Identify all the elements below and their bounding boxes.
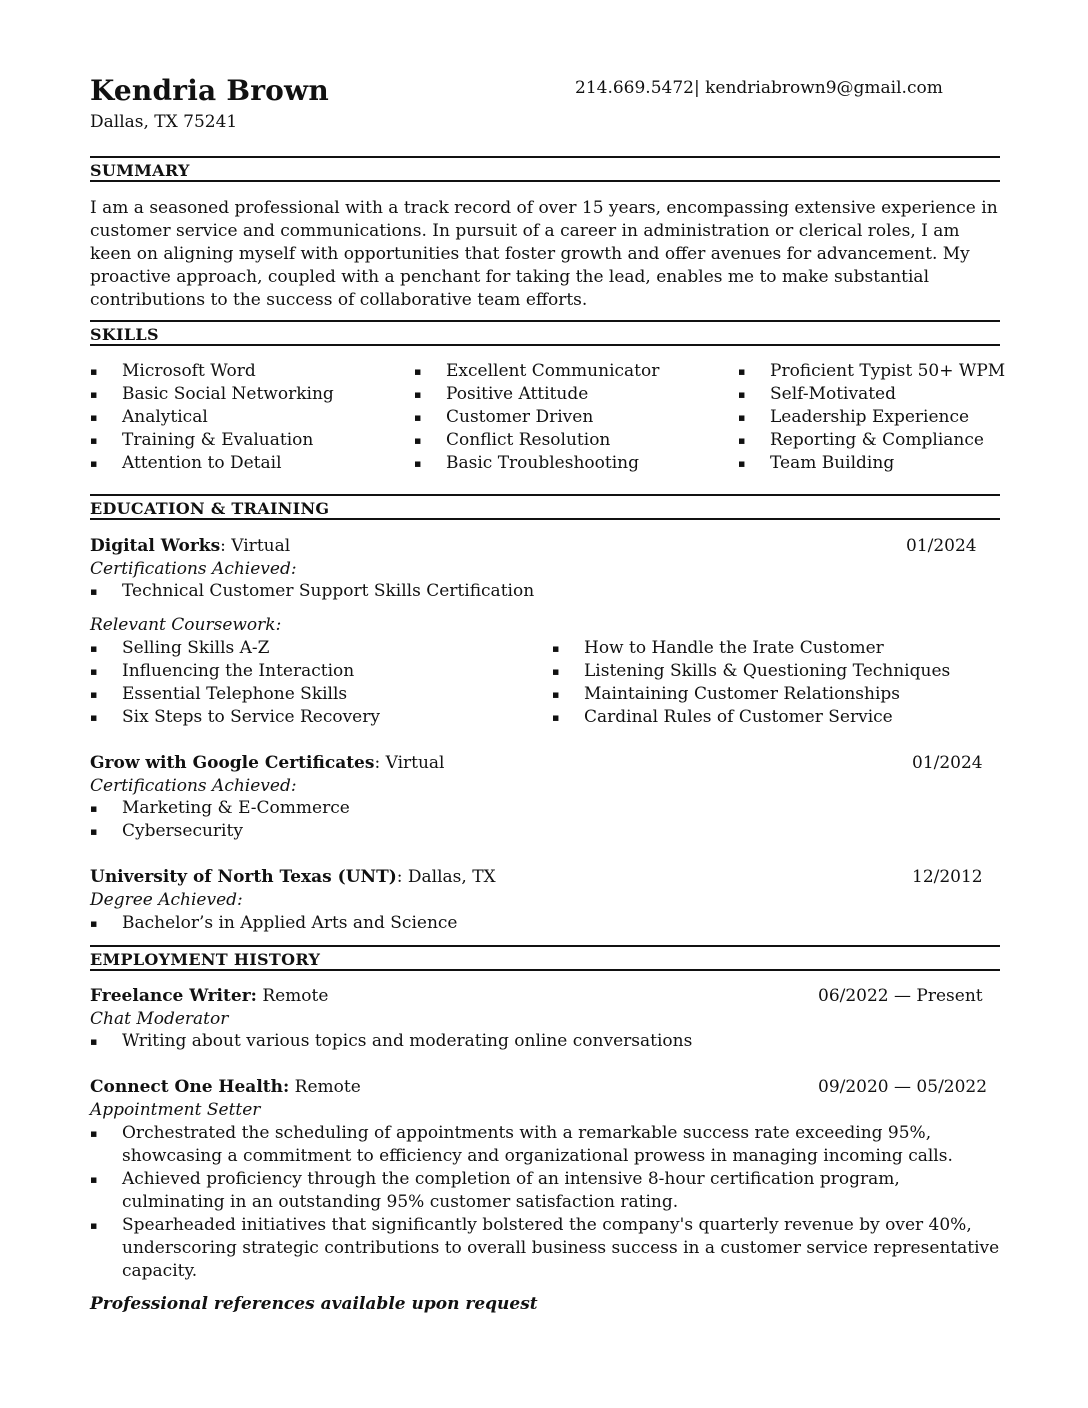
skills-heading (90, 320, 1000, 346)
summary-heading-text: SUMMARY (90, 161, 190, 180)
bullet-icon: ▪ (552, 711, 560, 724)
bullet-icon: ▪ (90, 411, 98, 424)
skills-heading-text: SKILLS (90, 325, 159, 344)
education-entry-label: Certifications Achieved: (90, 776, 297, 796)
job-position: Appointment Setter (90, 1100, 261, 1120)
bullet-icon: ▪ (738, 411, 746, 424)
education-entry-title: University of North Texas (UNT): Dallas, TX (90, 867, 496, 887)
education-entry-date: 01/2024 (906, 536, 977, 556)
summary-paragraph: I am a seasoned professional with a track record of over 15 years, encompassing extensive experience in customer service and communications. In pursuit of a career in administration or clerical roles, I am keen on aligning myself with opportunities that foster growth and offer avenues for advancement. My proactive approach, coupled with a penchant for taking the lead, enables me to make substantial contributions to the success of collaborative team efforts. (90, 198, 998, 310)
education-entry-label: Certifications Achieved: (90, 559, 297, 579)
education-entry-date: 12/2012 (912, 867, 983, 887)
bullet-icon: ▪ (90, 388, 98, 401)
bullet-icon: ▪ (90, 688, 98, 701)
candidate-name: Kendria Brown (90, 74, 329, 107)
bullet-icon: ▪ (90, 1173, 98, 1186)
job-title-line: Freelance Writer: Remote (90, 986, 329, 1006)
bullet-icon: ▪ (738, 365, 746, 378)
bullet-icon: ▪ (90, 1035, 98, 1048)
employment-heading (90, 945, 1000, 971)
bullet-icon: ▪ (90, 917, 98, 930)
candidate-location: Dallas, TX 75241 (90, 112, 238, 132)
bullet-icon: ▪ (552, 642, 560, 655)
contact-info: 214.669.5472| kendriabrown9@gmail.com (575, 78, 943, 98)
bullet-icon: ▪ (90, 665, 98, 678)
summary-heading (90, 156, 1000, 182)
bullet-icon: ▪ (414, 388, 422, 401)
bullet-icon: ▪ (90, 434, 98, 447)
job-dates: 09/2020 — 05/2022 (818, 1077, 988, 1097)
bullet-icon: ▪ (552, 665, 560, 678)
education-entry-title: Digital Works: Virtual (90, 536, 291, 556)
bullet-icon: ▪ (90, 585, 98, 598)
bullet-icon: ▪ (90, 1219, 98, 1232)
bullet-icon: ▪ (90, 802, 98, 815)
education-entry-title: Grow with Google Certificates: Virtual (90, 753, 445, 773)
employment-heading-text: EMPLOYMENT HISTORY (90, 950, 321, 969)
bullet-icon: ▪ (90, 365, 98, 378)
bullet-icon: ▪ (90, 1127, 98, 1140)
bullet-icon: ▪ (90, 457, 98, 470)
job-position: Chat Moderator (90, 1009, 229, 1029)
bullet-icon: ▪ (738, 457, 746, 470)
job-title-line: Connect One Health: Remote (90, 1077, 361, 1097)
bullet-icon: ▪ (414, 411, 422, 424)
bullet-icon: ▪ (552, 688, 560, 701)
job-dates: 06/2022 — Present (818, 986, 983, 1006)
bullet-icon: ▪ (414, 434, 422, 447)
bullet-icon: ▪ (90, 711, 98, 724)
bullet-icon: ▪ (414, 457, 422, 470)
references-note: Professional references available upon request (90, 1294, 538, 1314)
bullet-icon: ▪ (90, 825, 98, 838)
bullet-icon: ▪ (738, 434, 746, 447)
bullet-icon: ▪ (414, 365, 422, 378)
education-heading (90, 494, 1000, 520)
education-entry-date: 01/2024 (912, 753, 983, 773)
education-heading-text: EDUCATION & TRAINING (90, 499, 330, 518)
education-entry-label: Degree Achieved: (90, 890, 243, 910)
bullet-icon: ▪ (90, 642, 98, 655)
bullet-icon: ▪ (738, 388, 746, 401)
coursework-label: Relevant Coursework: (90, 615, 282, 635)
